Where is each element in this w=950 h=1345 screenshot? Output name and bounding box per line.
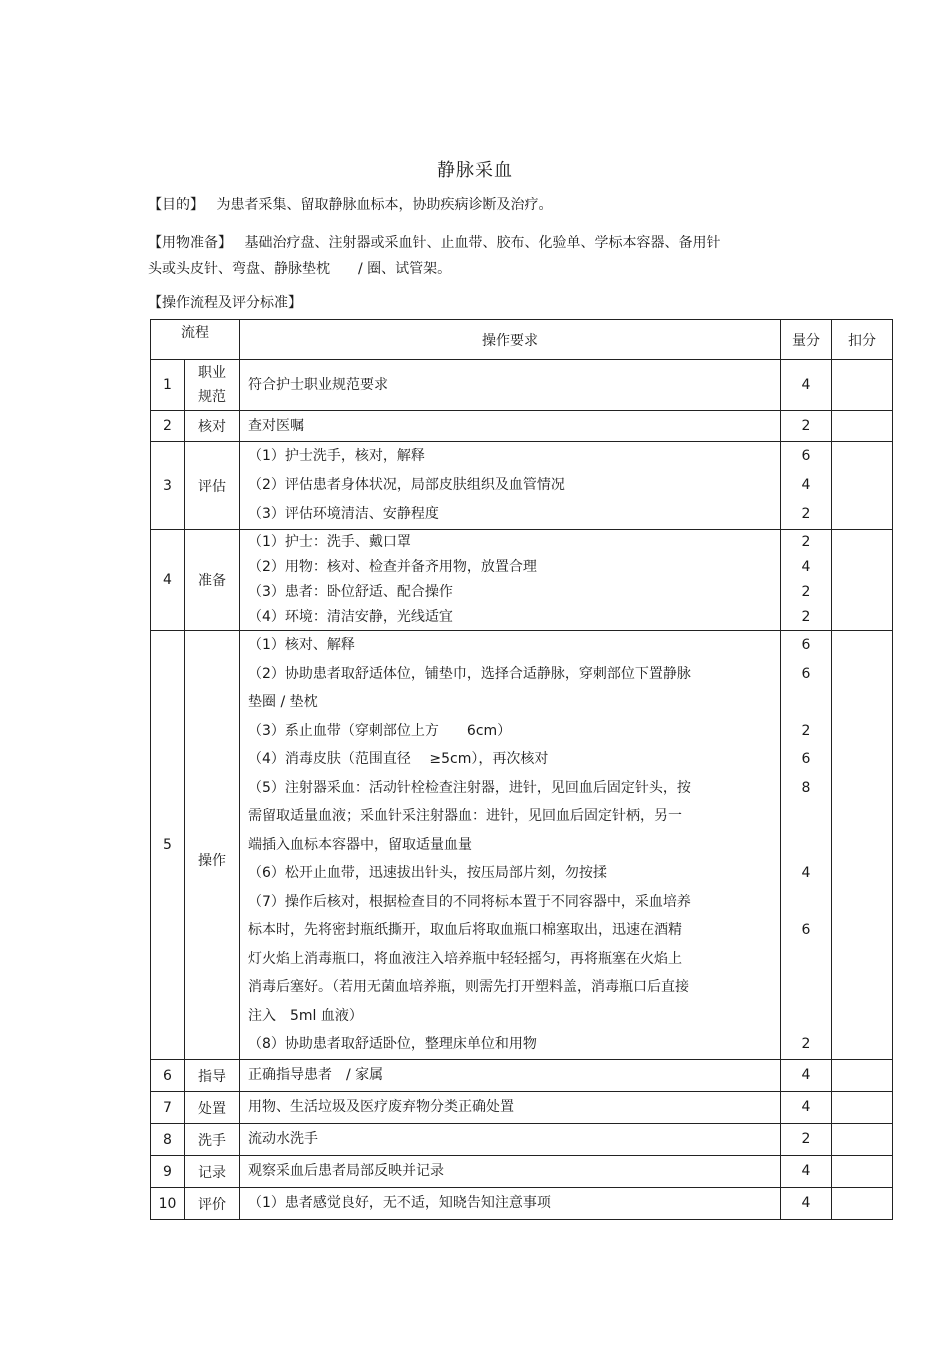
process-label: 核对 <box>198 419 226 435</box>
score-value: 4 <box>801 1067 811 1084</box>
requirement-line: （4）环境：清洁安静，光线适宜 <box>248 609 453 625</box>
score-value: 4 <box>801 1099 811 1116</box>
process-cell <box>185 1188 240 1220</box>
score-cell <box>781 1156 832 1188</box>
materials-paragraph <box>148 230 768 282</box>
score-value: 6 <box>801 665 811 682</box>
purpose-paragraph <box>148 192 768 218</box>
score-value: 4 <box>801 477 811 493</box>
row-number: 7 <box>151 1092 185 1124</box>
deduct-cell <box>832 360 893 411</box>
requirement-line: （3）患者：卧位舒适、配合操作 <box>248 584 453 600</box>
score-value <box>781 945 831 974</box>
purpose-tag: 【目的】 <box>148 197 204 213</box>
requirement-line: （2）用物：核对、检查并备齐用物，放置合理 <box>248 559 537 575</box>
requirement-line: 标本时，先将密封瓶纸撕开，取血后将取血瓶口棉塞取出，迅速在酒精 <box>248 922 682 939</box>
requirement-cell <box>240 1124 781 1156</box>
requirement-line: （4）消毒皮肤（范围直径 ≥5cm），再次核对 <box>248 751 549 768</box>
deduct-cell <box>832 530 893 631</box>
score-value: 4 <box>801 1163 811 1180</box>
requirement-line: （2）评估患者身体状况，局部皮肤组织及血管情况 <box>248 477 565 493</box>
score-value: 8 <box>801 779 811 796</box>
table-row <box>151 530 893 631</box>
requirement-cell <box>240 1060 781 1092</box>
score-value: 2 <box>801 506 811 522</box>
requirement-cell <box>240 360 781 411</box>
materials-tag: 【用物准备】 <box>148 235 232 251</box>
row-number: 5 <box>151 631 185 1060</box>
requirement-line: 符合护士职业规范要求 <box>248 376 388 393</box>
score-value: 4 <box>801 376 811 393</box>
score-value: 4 <box>801 1195 811 1212</box>
score-value <box>781 888 831 917</box>
table-row <box>151 442 893 530</box>
score-value: 2 <box>801 417 811 434</box>
score-value: 2 <box>801 722 811 739</box>
header-process: 流程 <box>151 320 240 360</box>
requirement-line: （2）协助患者取舒适体位，铺垫巾，选择合适静脉，穿刺部位下置静脉 <box>248 665 691 682</box>
process-label: 指导 <box>198 1068 226 1085</box>
requirement-line: （1）患者感觉良好，无不适，知晓告知注意事项 <box>248 1195 551 1212</box>
requirement-cell <box>240 442 781 530</box>
requirement-line: （3）评估环境清洁、安静程度 <box>248 506 439 522</box>
deduct-cell <box>832 1060 893 1092</box>
row-number: 10 <box>151 1188 185 1220</box>
deduct-cell <box>832 1188 893 1220</box>
requirement-cell <box>240 530 781 631</box>
requirement-cell <box>240 1092 781 1124</box>
requirement-line: 消毒后塞好。（若用无菌血培养瓶，则需先打开塑料盖，消毒瓶口后直接 <box>248 979 689 996</box>
score-value: 6 <box>801 751 811 768</box>
row-number: 1 <box>151 360 185 411</box>
score-cell <box>781 530 832 631</box>
deduct-cell <box>832 1092 893 1124</box>
score-value: 2 <box>801 584 811 600</box>
process-cell <box>185 631 240 1060</box>
deduct-cell <box>832 1124 893 1156</box>
score-value: 6 <box>801 637 811 654</box>
row-number: 6 <box>151 1060 185 1092</box>
requirement-line: （1）核对、解释 <box>248 637 355 654</box>
section-heading: 【操作流程及评分标准】 <box>148 295 302 311</box>
table-row <box>151 411 893 442</box>
requirement-cell <box>240 1156 781 1188</box>
deduct-cell <box>832 631 893 1060</box>
requirement-line: （8）协助患者取舒适卧位，整理床单位和用物 <box>248 1036 537 1053</box>
purpose-text: 为患者采集、留取静脉血标本，协助疾病诊断及治疗。 <box>216 197 553 213</box>
score-cell <box>781 1188 832 1220</box>
deduct-cell <box>832 1156 893 1188</box>
requirement-line: 正确指导患者 / 家属 <box>248 1067 384 1084</box>
process-cell <box>185 1156 240 1188</box>
table-row <box>151 1188 893 1220</box>
process-cell <box>185 411 240 442</box>
requirement-cell <box>240 411 781 442</box>
process-cell <box>185 1060 240 1092</box>
header-requirement: 操作要求 <box>240 320 781 360</box>
table-row <box>151 360 893 411</box>
process-label: 评估 <box>198 478 226 495</box>
materials-line-2: 头或头皮针、弯盘、静脉垫枕 / 圈、试管架。 <box>148 261 452 277</box>
table-row <box>151 1156 893 1188</box>
table-row <box>151 1124 893 1156</box>
score-cell <box>781 1092 832 1124</box>
deduct-cell <box>832 442 893 530</box>
requirement-line: 注入 5ml 血液） <box>248 1007 363 1024</box>
header-score: 量分 <box>781 320 832 360</box>
process-cell <box>185 530 240 631</box>
requirement-line: （6）松开止血带，迅速拔出针头，按压局部片刻，勿按揉 <box>248 865 607 882</box>
requirement-cell <box>240 1188 781 1220</box>
process-label: 记录 <box>198 1164 226 1181</box>
score-value: 2 <box>801 1131 811 1148</box>
requirement-line: 垫圈 / 垫枕 <box>248 694 318 711</box>
score-value <box>781 688 831 717</box>
requirement-line: 流动水洗手 <box>248 1131 318 1148</box>
requirement-line: （3）系止血带（穿刺部位上方 6cm） <box>248 722 512 739</box>
requirement-line: 需留取适量血液；采血针采注射器血：进针，见回血后固定针柄，另一 <box>248 808 682 825</box>
table-row <box>151 1060 893 1092</box>
page-title: 静脉采血 <box>437 160 513 181</box>
process-label: 处置 <box>198 1100 226 1117</box>
requirement-line: 用物、生活垃圾及医疗废弃物分类正确处置 <box>248 1099 514 1116</box>
score-value: 2 <box>801 534 811 550</box>
table-row <box>151 1092 893 1124</box>
process-label: 准备 <box>198 573 226 589</box>
score-cell <box>781 442 832 530</box>
score-cell <box>781 360 832 411</box>
score-value: 4 <box>801 559 811 575</box>
table-row <box>151 631 893 1060</box>
score-value <box>781 802 831 831</box>
score-value <box>781 1002 831 1031</box>
row-number: 4 <box>151 530 185 631</box>
header-deduct: 扣分 <box>832 320 893 360</box>
requirement-line: 观察采血后患者局部反映并记录 <box>248 1163 444 1180</box>
process-label: 操作 <box>198 853 226 869</box>
score-value: 6 <box>801 922 811 939</box>
score-value: 2 <box>801 1036 811 1053</box>
materials-line-1: 基础治疗盘、注射器或采血针、止血带、胶布、化验单、学标本容器、备用针 <box>244 235 721 251</box>
process-label: 规范 <box>198 389 226 405</box>
score-value: 6 <box>801 448 811 464</box>
row-number: 8 <box>151 1124 185 1156</box>
score-cell <box>781 1060 832 1092</box>
score-value: 4 <box>801 865 811 882</box>
process-label: 评价 <box>198 1196 226 1213</box>
requirement-line: （5）注射器采血：活动针栓检查注射器，进针，见回血后固定针头，按 <box>248 779 691 796</box>
score-value <box>781 831 831 860</box>
score-value <box>781 973 831 1002</box>
requirement-line: 灯火焰上消毒瓶口，将血液注入培养瓶中轻轻摇匀，再将瓶塞在火焰上 <box>248 950 682 967</box>
process-cell <box>185 360 240 411</box>
table-header-row <box>151 320 893 360</box>
score-cell <box>781 631 832 1060</box>
requirement-cell <box>240 631 781 1060</box>
requirement-line: （7）操作后核对，根据检查目的不同将标本置于不同容器中，采血培养 <box>248 893 691 910</box>
requirement-line: （1）护士：洗手、戴口罩 <box>248 534 411 550</box>
scoring-table <box>150 319 893 1220</box>
requirement-line: （1）护士洗手，核对，解释 <box>248 448 425 464</box>
process-label: 职业 <box>198 365 226 381</box>
requirement-line: 查对医嘱 <box>248 417 304 434</box>
deduct-cell <box>832 411 893 442</box>
row-number: 2 <box>151 411 185 442</box>
process-cell <box>185 1124 240 1156</box>
score-cell <box>781 1124 832 1156</box>
requirement-line: 端插入血标本容器中，留取适量血量 <box>248 836 472 853</box>
score-value: 2 <box>801 609 811 625</box>
row-number: 9 <box>151 1156 185 1188</box>
score-cell <box>781 411 832 442</box>
row-number: 3 <box>151 442 185 530</box>
process-cell <box>185 442 240 530</box>
process-cell <box>185 1092 240 1124</box>
process-label: 洗手 <box>198 1132 226 1149</box>
